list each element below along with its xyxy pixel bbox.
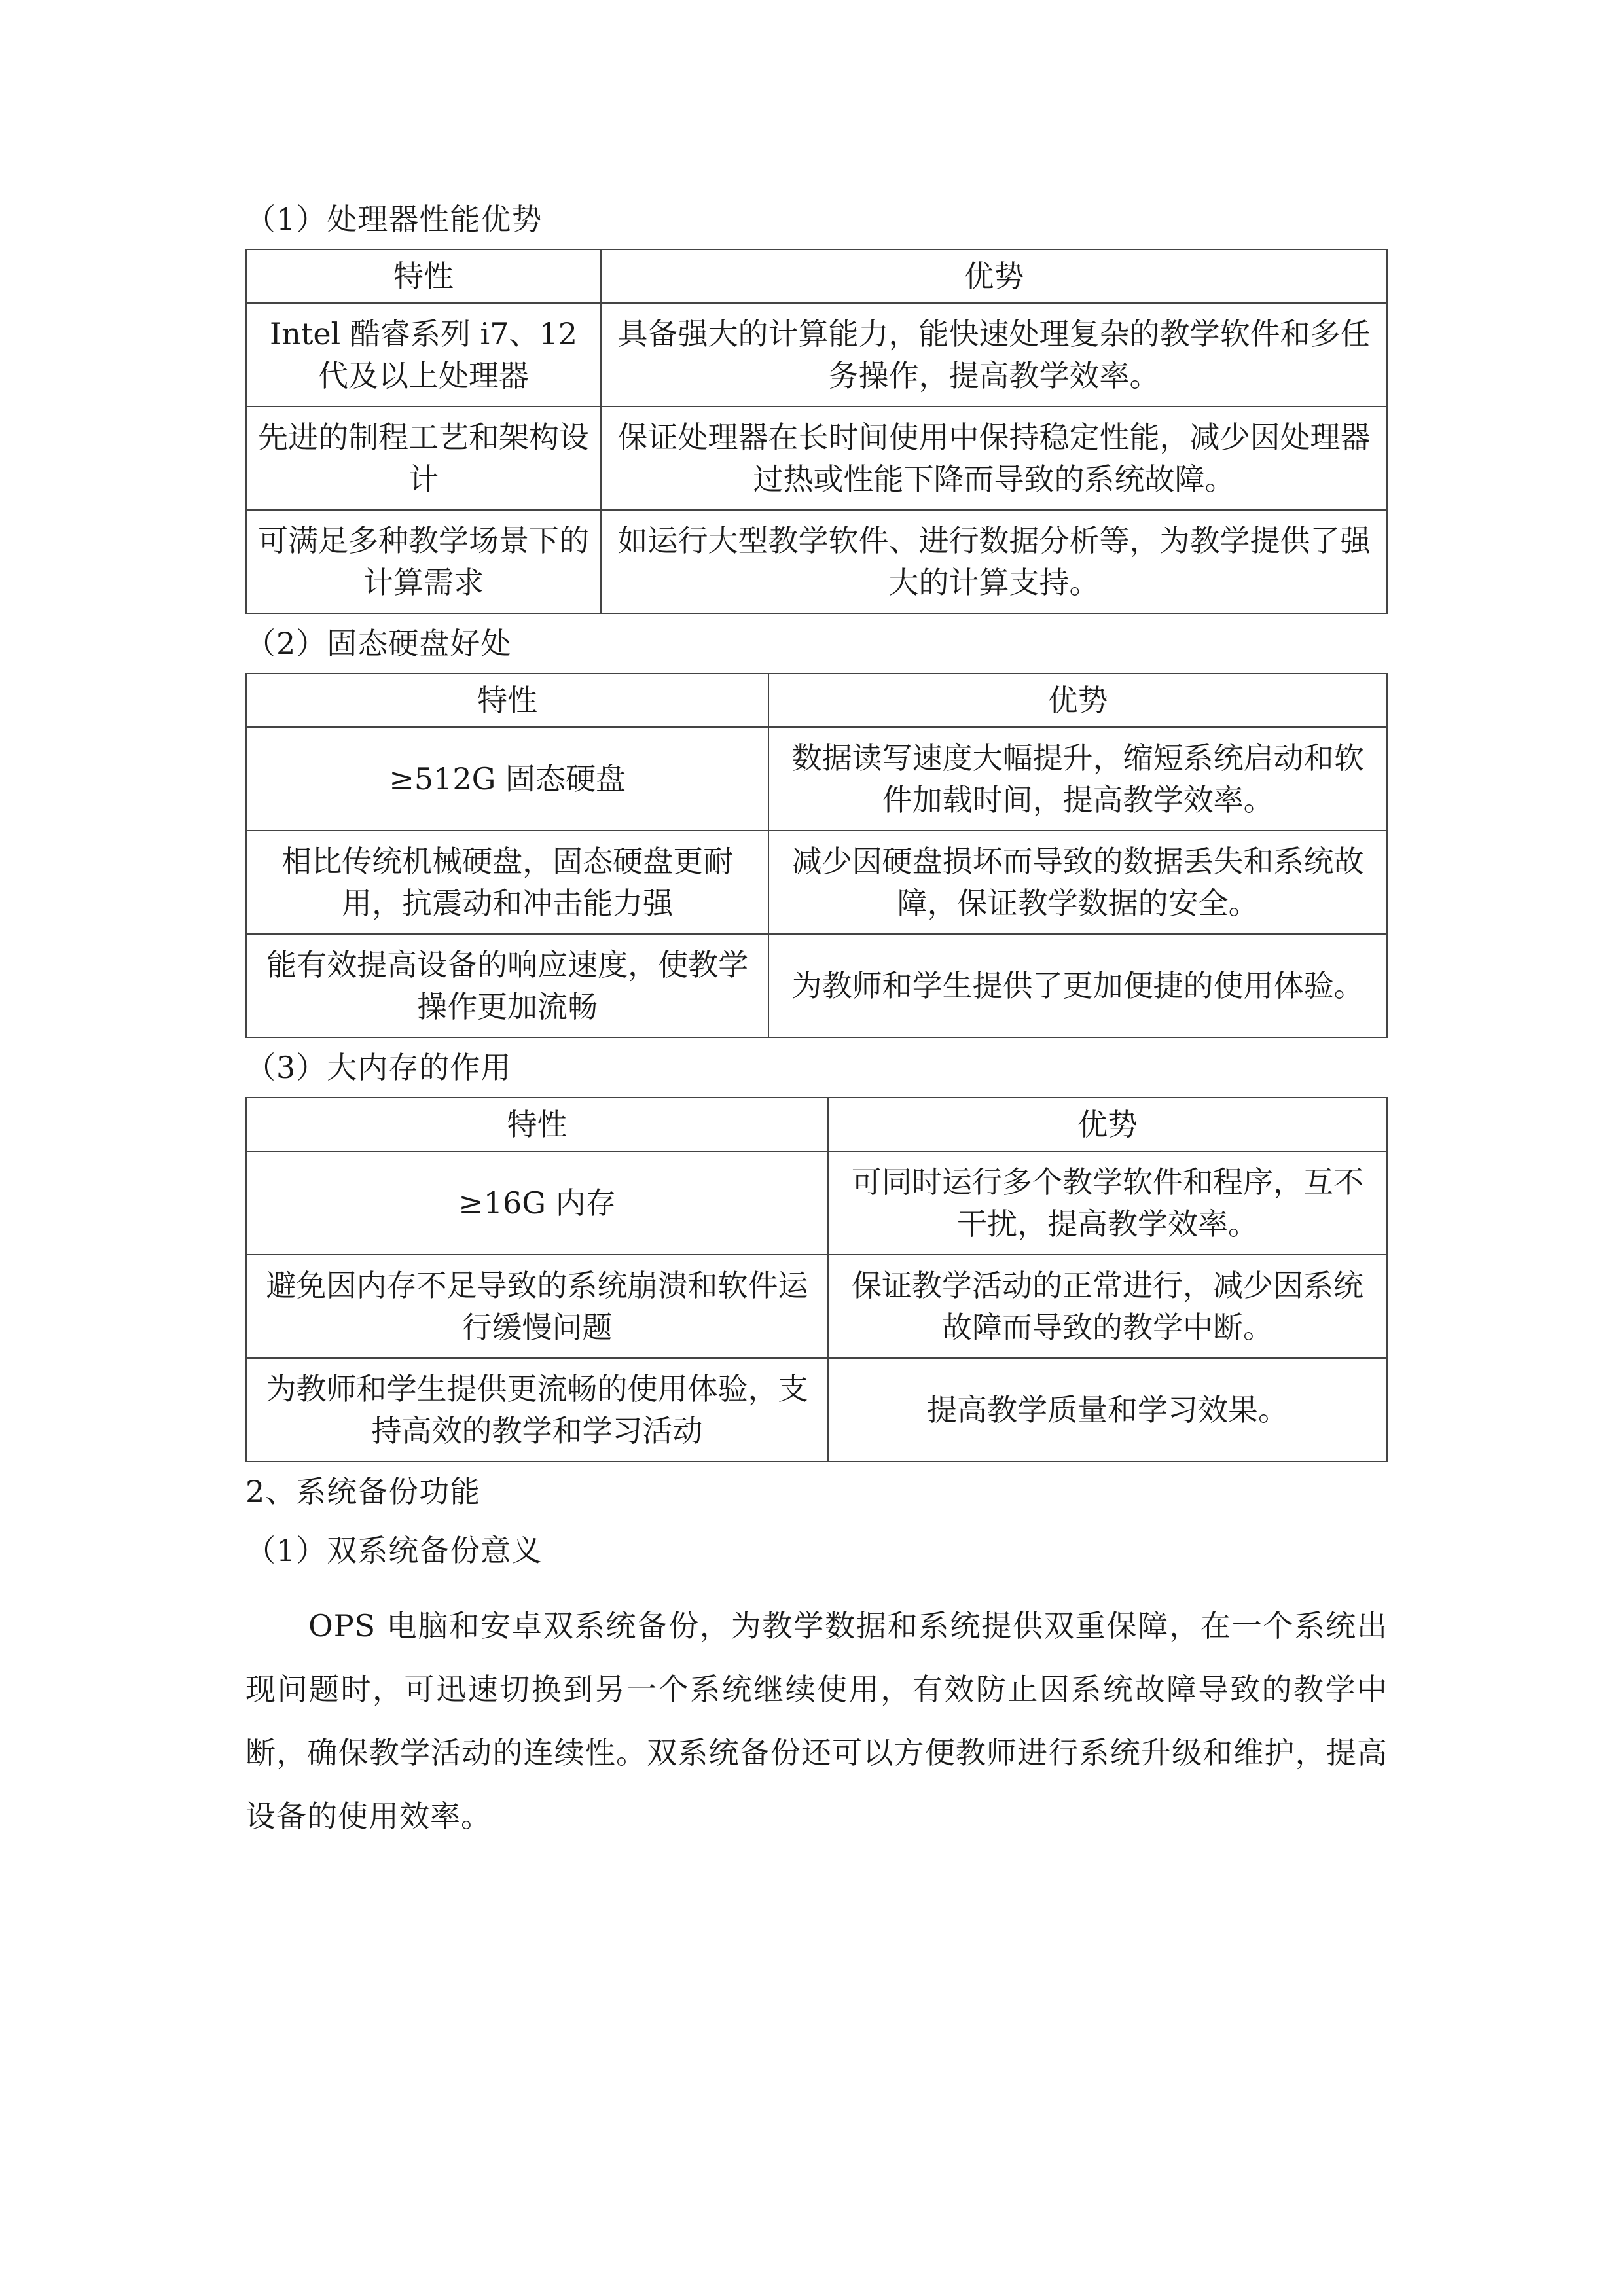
feature-cell: Intel 酷睿系列 i7、12 代及以上处理器 xyxy=(246,303,601,406)
table-header-row xyxy=(246,1098,1387,1151)
table-header-row xyxy=(246,249,1387,303)
feature-cell: 先进的制程工艺和架构设计 xyxy=(246,406,601,510)
header-advantage: 优势 xyxy=(768,673,1387,727)
advantage-cell: 提高教学质量和学习效果。 xyxy=(828,1358,1387,1462)
feature-cell: 相比传统机械硬盘，固态硬盘更耐用，抗震动和冲击能力强 xyxy=(246,831,768,934)
advantage-cell: 减少因硬盘损坏而导致的数据丢失和系统故障，保证教学数据的安全。 xyxy=(768,831,1387,934)
feature-cell: ≥16G 内存 xyxy=(246,1151,828,1255)
advantage-cell: 数据读写速度大幅提升，缩短系统启动和软件加载时间，提高教学效率。 xyxy=(768,727,1387,831)
header-advantage: 优势 xyxy=(828,1098,1387,1151)
table-row xyxy=(246,831,1387,934)
section-heading-memory: （3）大内存的作用 xyxy=(245,1050,512,1085)
section-heading-ssd: （2）固态硬盘好处 xyxy=(245,626,512,661)
header-feature: 特性 xyxy=(246,1098,828,1151)
ssd-table xyxy=(245,673,1388,1038)
table-row xyxy=(246,510,1387,613)
table-header-row xyxy=(246,673,1387,727)
table-row xyxy=(246,406,1387,510)
table-row xyxy=(246,727,1387,831)
feature-cell: 能有效提高设备的响应速度，使教学操作更加流畅 xyxy=(246,934,768,1037)
advantage-cell: 为教师和学生提供了更加便捷的使用体验。 xyxy=(768,934,1387,1037)
backup-paragraph: OPS 电脑和安卓双系统备份，为教学数据和系统提供双重保障，在一个系统出现问题时，可迅速切换到另一个系统继续使用，有效防止因系统故障导致的教学中断，确保教学活动的连续性。双系统备份还可以方便教师进行系统升级和维护，提高设备的使用效率。 xyxy=(245,1608,1388,1834)
table-row xyxy=(246,303,1387,406)
feature-cell: ≥512G 固态硬盘 xyxy=(246,727,768,831)
header-feature: 特性 xyxy=(246,673,768,727)
section-heading-processor: （1）处理器性能优势 xyxy=(245,202,543,237)
advantage-cell: 如运行大型教学软件、进行数据分析等，为教学提供了强大的计算支持。 xyxy=(601,510,1387,613)
table-row xyxy=(246,1255,1387,1358)
feature-cell: 避免因内存不足导致的系统崩溃和软件运行缓慢问题 xyxy=(246,1255,828,1358)
memory-table xyxy=(245,1097,1388,1462)
section-heading-backup: 2、系统备份功能 xyxy=(245,1474,481,1509)
advantage-cell: 保证处理器在长时间使用中保持稳定性能，减少因处理器过热或性能下降而导致的系统故障。 xyxy=(601,406,1387,510)
table-row xyxy=(246,934,1387,1037)
document-body xyxy=(245,190,1388,1848)
feature-cell: 为教师和学生提供更流畅的使用体验，支持高效的教学和学习活动 xyxy=(246,1358,828,1462)
header-advantage: 优势 xyxy=(601,249,1387,303)
header-feature: 特性 xyxy=(246,249,601,303)
feature-cell: 可满足多种教学场景下的计算需求 xyxy=(246,510,601,613)
subheading-dual-system: （1）双系统备份意义 xyxy=(245,1533,543,1568)
advantage-cell: 保证教学活动的正常进行，减少因系统故障而导致的教学中断。 xyxy=(828,1255,1387,1358)
advantage-cell: 可同时运行多个教学软件和程序，互不干扰，提高教学效率。 xyxy=(828,1151,1387,1255)
advantage-cell: 具备强大的计算能力，能快速处理复杂的教学软件和多任务操作，提高教学效率。 xyxy=(601,303,1387,406)
processor-table xyxy=(245,249,1388,614)
table-row xyxy=(246,1358,1387,1462)
table-row xyxy=(246,1151,1387,1255)
